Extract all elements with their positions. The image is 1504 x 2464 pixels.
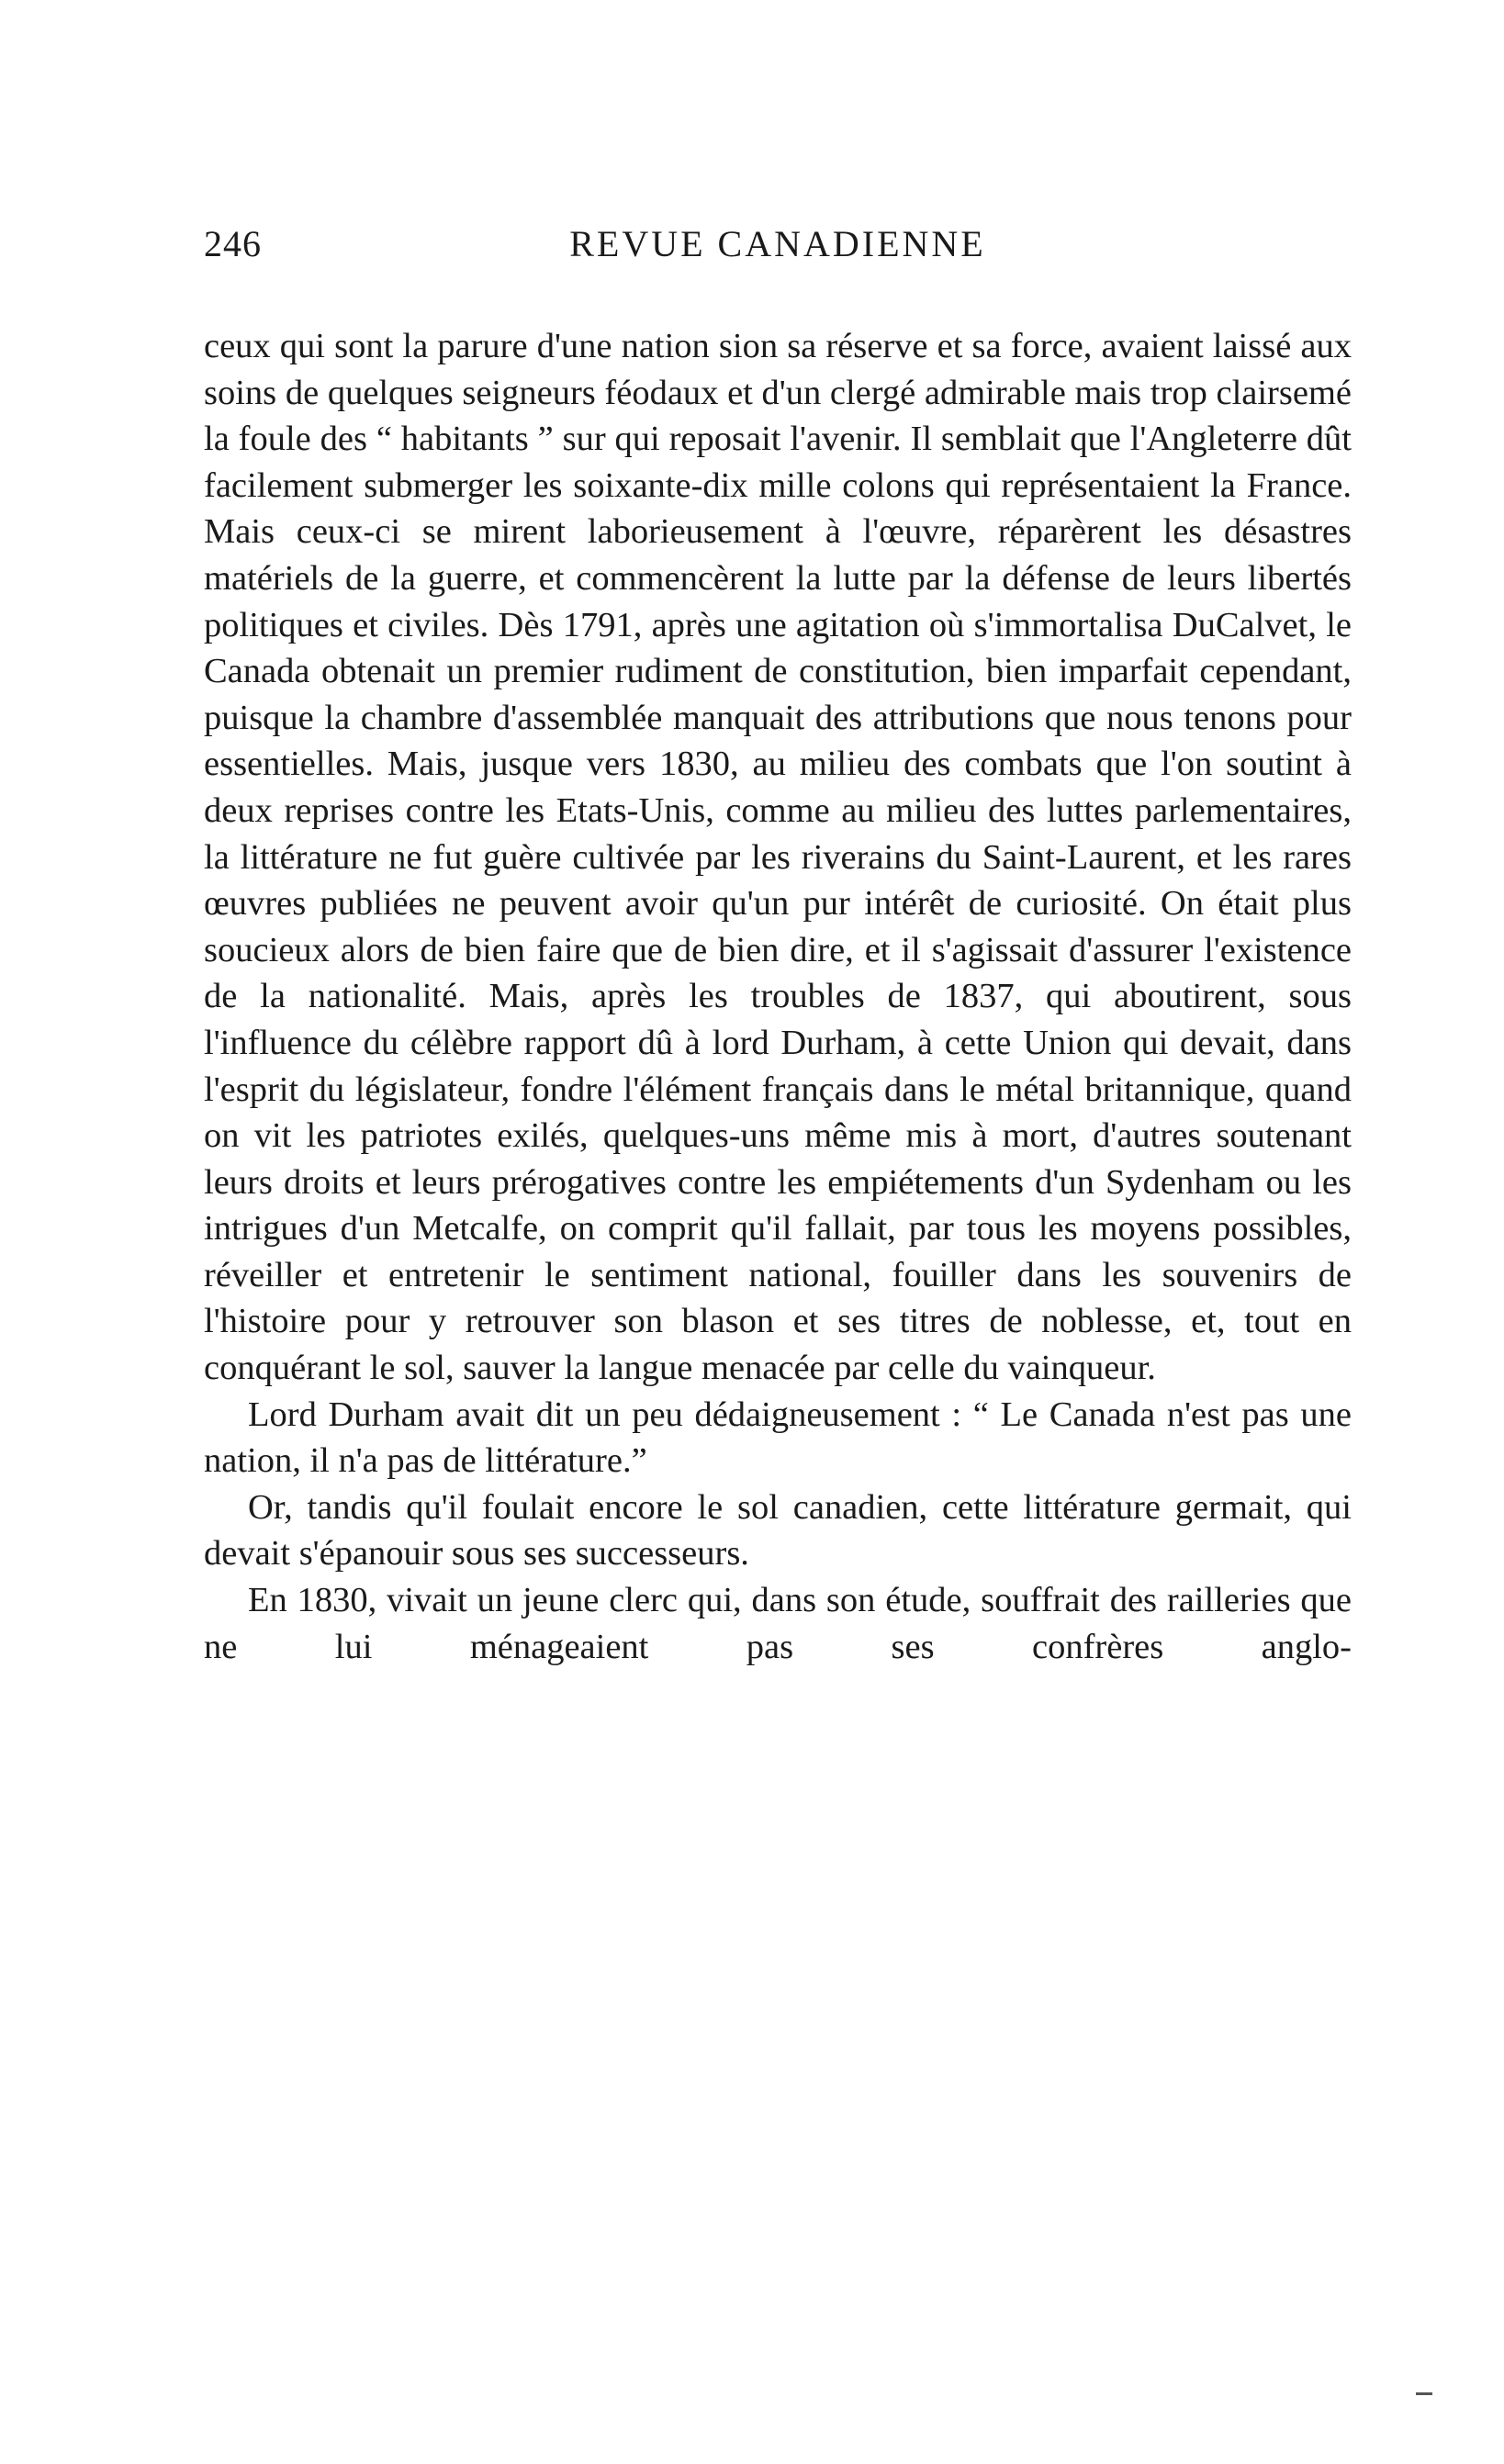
paragraph-young-clerk: En 1830, vivait un jeune clerc qui, dans son étude, souffrait des railleries que ne lui ménageaient pas ses confrères anglo- bbox=[204, 1581, 1352, 1666]
journal-title: REVUE CANADIENNE bbox=[569, 223, 986, 264]
page-number: 246 bbox=[204, 223, 262, 264]
paragraph-literature-germinates: Or, tandis qu'il foulait encore le sol canadien, cette littérature germait, qui devait s'épanouir sous ses successeurs. bbox=[204, 1487, 1352, 1574]
body-text bbox=[204, 323, 1352, 1670]
running-head bbox=[204, 213, 1352, 277]
paragraph-continued: ceux qui sont la parure d'une nation sion sa réserve et sa force, avaient laissé aux soins de quelques seigneurs féodaux et d'un clergé admirable mais trop clairsemé la foule des “ habitants ” sur qui reposait l'avenir. Il semblait que l'Angleterre dût facilement submerger les soixante-dix mille colons qui représentaient la France. Mais ceux-ci se mirent laborieusement à l'œuvre, réparèrent les désastres matériels de la guerre, et commencèrent la lutte par la défense de leurs libertés politiques et civiles. Dès 1791, après une agitation où s'immortalisa DuCalvet, le Canada obtenait un premier rudiment de constitution, bien imparfait cependant, puisque la chambre d'assemblée manquait des attributions que nous tenons pour essentielles. Mais, jusque vers 1830, au milieu des combats que l'on soutint à deux reprises contre les Etats-Unis, comme au milieu des luttes parlementaires, la littérature ne fut guère cultivée par les riverains du Saint-Laurent, et les rares œuvres publiées ne peuvent avoir qu'un pur intérêt de curiosité. On était plus soucieux alors de bien faire que de bien dire, et il s'agissait d'assurer l'existence de la nationalité. Mais, après les troubles de 1837, qui aboutirent, sous l'influence du célèbre rapport dû à lord Durham, à cette Union qui devait, dans l'esprit du législateur, fondre l'élément français dans le métal britannique, quand on vit les patriotes exilés, quelques-uns même mis à mort, d'autres soutenant leurs droits et leurs prérogatives contre les empiétements d'un Sydenham ou les intrigues d'un Metcalfe, on comprit qu'il fallait, par tous les moyens possibles, réveiller et entretenir le sentiment national, fouiller dans les souvenirs de l'histoire pour y retrouver son blason et ses titres de noblesse, et, tout en conquérant le sol, sauver la langue menacée par celle du vainqueur. bbox=[204, 327, 1352, 1388]
paragraph-durham-quote: Lord Durham avait dit un peu dédaigneusement : “ Le Canada n'est pas une nation, il n'a pas de littérature.” bbox=[204, 1394, 1352, 1481]
scan-mark bbox=[1416, 2392, 1432, 2395]
book-page bbox=[204, 213, 1352, 1670]
